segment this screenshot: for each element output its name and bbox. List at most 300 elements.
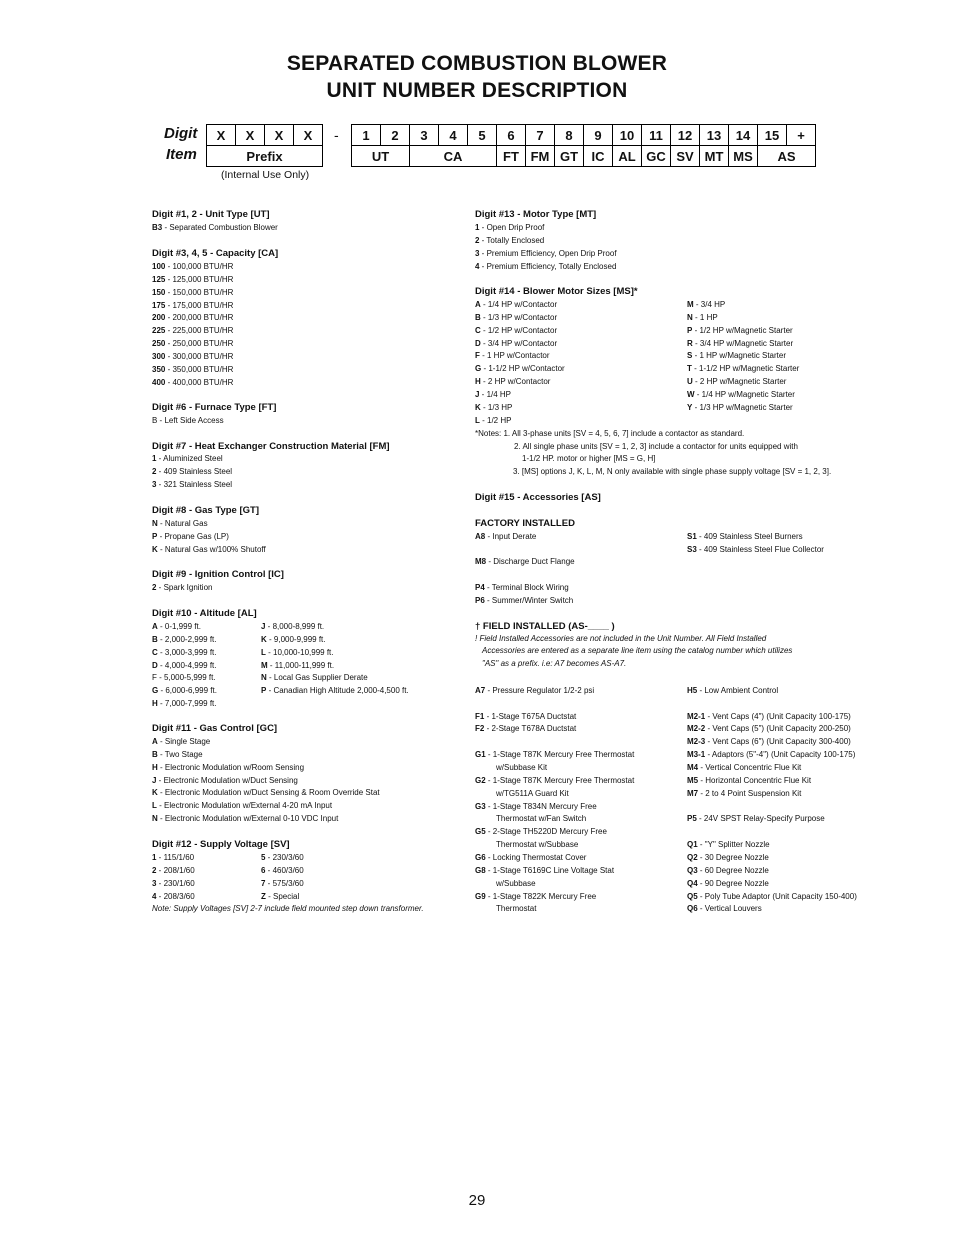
description: w/Subbase Kit [496, 763, 548, 772]
description: - Pressure Regulator 1/2-2 psi [485, 686, 595, 695]
code: 1 [152, 853, 157, 862]
supply-voltage-option [261, 879, 304, 889]
code: A [152, 737, 158, 746]
code: 4 [475, 261, 480, 271]
code: 6 [261, 865, 266, 875]
code: 2 [152, 583, 157, 592]
code: G5 [475, 827, 486, 836]
description: - Vent Caps (6") (Unit Capacity 300-400) [705, 737, 851, 746]
field-accessory [687, 737, 851, 747]
factory-accessory [475, 532, 536, 542]
description: - 1/4 HP [479, 389, 512, 399]
supply-voltage-option [261, 866, 304, 876]
description: - Two Stage [157, 749, 203, 759]
blower-motor-option [687, 351, 786, 361]
accessories-header: Digit #15 - Accessories [AS] [475, 492, 601, 503]
field-accessory [475, 712, 576, 722]
description: - 1 HP w/Magnetic Starter [692, 351, 787, 361]
code: H [152, 699, 158, 709]
description: - Poly Tube Adaptor (Unit Capacity 150-400) [697, 892, 857, 901]
code: 2 [152, 466, 157, 476]
code: S3 [687, 544, 697, 554]
description: - 2 HP w/Contactor [480, 377, 551, 387]
description: - 1-1/2 HP w/Contactor [481, 364, 565, 374]
digit-cell-15: 15 [757, 124, 787, 145]
description: - 350,000 BTU/HR [165, 364, 234, 374]
ignition-control-option [152, 583, 212, 593]
altitude-option [261, 661, 334, 671]
gas-type-option [152, 545, 266, 555]
description: - 1-Stage T834N Mercury Free [485, 802, 597, 811]
heat-exchanger-option [152, 467, 232, 477]
field-accessory [475, 892, 596, 902]
description: - 6,000-6,999 ft. [158, 686, 217, 696]
blower-motor-header: Digit #14 - Blower Motor Sizes [MS]* [475, 286, 638, 297]
field-accessory [687, 789, 801, 799]
digit-label: Digit [164, 125, 198, 142]
field-accessory [496, 814, 586, 824]
description: - 200,000 BTU/HR [165, 313, 234, 323]
description: - 1/2 HP w/Contactor [480, 325, 558, 335]
code: P [261, 686, 267, 696]
description: Thermostat w/Subbase [496, 840, 579, 849]
digit-cell-10: 10 [612, 124, 642, 145]
description: - Spark Ignition [156, 583, 213, 592]
field-accessory [496, 789, 569, 799]
field-accessory [687, 724, 851, 734]
prefix-digit-cell: X [293, 124, 323, 145]
supply-voltage-header: Digit #12 - Supply Voltage [SV] [152, 839, 290, 850]
code: G6 [475, 853, 486, 862]
digit-cell-14: 14 [728, 124, 758, 145]
field-accessory [687, 853, 769, 863]
altitude-header: Digit #10 - Altitude [AL] [152, 608, 257, 619]
description: - 9,000-9,999 ft. [266, 634, 326, 644]
altitude-option [152, 673, 216, 683]
page-title-line2: UNIT NUMBER DESCRIPTION [326, 79, 628, 102]
digit-cell-16: + [786, 124, 816, 145]
code: J [475, 389, 480, 399]
supply-voltage-option [152, 853, 194, 863]
factory-accessory [475, 557, 575, 567]
description: - 400,000 BTU/HR [165, 377, 234, 387]
blower-motor-option [687, 403, 793, 413]
description: - Terminal Block Wiring [484, 583, 569, 592]
unit-type-header: Digit #1, 2 - Unit Type [UT] [152, 209, 270, 220]
field-accessory [496, 879, 536, 889]
code: L [152, 801, 157, 811]
field-accessory [496, 763, 547, 773]
description: - Vertical Concentric Flue Kit [698, 763, 802, 772]
description: - 230/1/60 [156, 878, 195, 888]
gas-control-option [152, 788, 380, 798]
field-installed-header: † FIELD INSTALLED (AS-____ ) [475, 621, 615, 632]
item-cell-ic: IC [583, 145, 613, 167]
description: - 150,000 BTU/HR [165, 287, 234, 297]
description: - Vent Caps (4") (Unit Capacity 100-175) [705, 712, 851, 721]
digit-cell-5: 5 [467, 124, 497, 145]
digit-cell-8: 8 [554, 124, 584, 145]
field-accessory [687, 814, 825, 824]
blower-motor-option [687, 300, 725, 310]
description: - 60 Degree Nozzle [697, 866, 769, 875]
description: - Premium Efficiency, Open Drip Proof [479, 248, 617, 258]
description: - Premium Efficiency, Totally Enclosed [479, 261, 617, 271]
item-cell-gt: GT [554, 145, 584, 167]
altitude-option [152, 686, 217, 696]
digit-cell-1: 1 [351, 124, 381, 145]
item-cell-ca: CA [409, 145, 497, 167]
field-installed-note: ! Field Installed Accessories are not included in the Unit Number. All Field Installed [475, 634, 767, 643]
description: Thermostat w/Fan Switch [496, 814, 587, 823]
item-cell-mt: MT [699, 145, 729, 167]
code: A [152, 622, 158, 631]
description: - 1/4 HP w/Contactor [480, 300, 558, 309]
description: - 30 Degree Nozzle [697, 853, 769, 862]
description: - 3/4 HP w/Magnetic Starter [692, 338, 794, 348]
description: - Natural Gas [157, 519, 208, 528]
code: L [261, 647, 266, 657]
code: 250 [152, 339, 166, 349]
altitude-option [152, 622, 201, 632]
description: - Local Gas Supplier Derate [266, 673, 368, 683]
description: - 300,000 BTU/HR [165, 351, 234, 361]
altitude-option [261, 622, 324, 632]
blower-motor-option [475, 364, 565, 374]
description: - 250,000 BTU/HR [165, 339, 234, 349]
code: Q3 [687, 866, 698, 875]
blower-motor-option [475, 351, 550, 361]
field-accessory [475, 686, 594, 696]
motor-type-header: Digit #13 - Motor Type [MT] [475, 209, 597, 220]
code: Q1 [687, 840, 698, 849]
item-cell-as: AS [757, 145, 816, 167]
field-accessory [475, 750, 634, 760]
code: A7 [475, 686, 486, 695]
code: M7 [687, 789, 699, 798]
blower-motor-option [687, 313, 718, 323]
code: J [152, 775, 157, 785]
blower-motor-option [687, 339, 793, 349]
code: C [475, 325, 481, 335]
field-accessory [687, 686, 778, 696]
description: - 2-Stage T678A Ductstat [484, 724, 577, 733]
description: - 1-1/2 HP w/Magnetic Starter [691, 364, 800, 374]
field-accessory [687, 763, 801, 773]
blower-motor-option [475, 313, 557, 323]
description: - Input Derate [485, 532, 537, 541]
field-accessory [496, 840, 578, 850]
description: - 7,000-7,999 ft. [157, 699, 217, 709]
description: - 1-Stage T822K Mercury Free [485, 892, 597, 901]
factory-installed-header: FACTORY INSTALLED [475, 518, 575, 529]
gas-type-option [152, 532, 229, 542]
description: - 90 Degree Nozzle [697, 879, 769, 888]
description: - Summer/Winter Switch [484, 596, 574, 605]
description: - Vertical Louvers [697, 904, 762, 913]
description: - 460/3/60 [265, 865, 304, 875]
item-cell-gc: GC [641, 145, 671, 167]
code: 4 [152, 891, 157, 901]
supply-voltage-option [152, 892, 195, 902]
factory-accessory [687, 532, 803, 542]
description: - Canadian High Altitude 2,000-4,500 ft. [266, 686, 409, 696]
description: - 1/3 HP w/Contactor [480, 312, 558, 322]
description: - 1/2 HP w/Magnetic Starter [692, 325, 793, 335]
blower-motor-option [687, 364, 799, 374]
gas-type-header: Digit #8 - Gas Type [GT] [152, 505, 259, 516]
description: - Discharge Duct Flange [486, 557, 575, 566]
furnace-type-option [152, 416, 224, 426]
field-accessory [687, 879, 769, 889]
field-accessory [687, 750, 855, 760]
digit-cell-13: 13 [699, 124, 729, 145]
description: - 1-Stage T675A Ductstat [484, 712, 577, 721]
code: G8 [475, 866, 486, 875]
description: - Natural Gas w/100% Shutoff [157, 544, 266, 554]
code: G [475, 364, 482, 374]
code: M8 [475, 557, 487, 566]
code: N [687, 312, 693, 322]
motor-type-option [475, 223, 544, 233]
description: - 1-Stage T6169C Line Voltage Stat [485, 866, 615, 875]
field-accessory [687, 776, 811, 786]
description: - 2 HP w/Magnetic Starter [692, 377, 787, 387]
blower-motor-option [475, 377, 550, 387]
altitude-option [261, 686, 409, 696]
field-installed-note: Accessories are entered as a separate line item using the catalog number which utilizes [482, 646, 793, 655]
code: M2-3 [687, 737, 706, 746]
description: - 225,000 BTU/HR [165, 326, 234, 336]
code: 150 [152, 287, 166, 297]
heat-exchanger-option [152, 454, 223, 464]
digit-dash: - [334, 127, 339, 143]
code: T [687, 364, 692, 374]
description: - Locking Thermostat Cover [485, 853, 587, 862]
description: - 1-Stage T87K Mercury Free Thermostat [485, 750, 635, 759]
factory-accessory [687, 545, 824, 555]
description: - 208/1/60 [156, 865, 195, 875]
item-cell-fm: FM [525, 145, 555, 167]
code: P6 [475, 596, 485, 605]
code: B [475, 312, 481, 322]
capacity-option [152, 288, 233, 298]
heat-exchanger-option [152, 480, 232, 490]
description: - 8,000-8,999 ft. [265, 622, 325, 631]
code: W [687, 389, 695, 399]
description: - 409 Stainless Steel [156, 466, 233, 476]
description: - 409 Stainless Steel Burners [696, 532, 803, 541]
description: - Electronic Modulation w/Duct Sensing [156, 775, 298, 785]
item-cell-ft: FT [496, 145, 526, 167]
description: - 3/4 HP [693, 300, 726, 309]
description: - 1-Stage T87K Mercury Free Thermostat [485, 776, 635, 785]
description: - 4,000-4,999 ft. [157, 660, 217, 670]
gas-type-option [152, 519, 208, 529]
description: - Horizontal Concentric Flue Kit [698, 776, 812, 785]
supply-voltage-option [152, 866, 195, 876]
description: - 175,000 BTU/HR [165, 300, 234, 310]
code: K [475, 402, 481, 412]
description: - 321 Stainless Steel [156, 479, 233, 489]
description: - 208/3/60 [156, 891, 195, 901]
altitude-option [261, 648, 334, 658]
blower-motor-option [687, 326, 793, 336]
code: N [261, 673, 267, 683]
code: B3 [152, 223, 163, 232]
altitude-option [152, 648, 216, 658]
page-title-line1: SEPARATED COMBUSTION BLOWER [286, 52, 668, 75]
code: A [475, 300, 481, 309]
blower-motor-option [475, 339, 557, 349]
item-cell-sv: SV [670, 145, 700, 167]
code: Q6 [687, 904, 698, 913]
code: Q2 [687, 853, 698, 862]
code: 300 [152, 351, 166, 361]
code: 3 [152, 479, 157, 489]
item-cell-ms: MS [728, 145, 758, 167]
digit-cell-3: 3 [409, 124, 439, 145]
gas-control-header: Digit #11 - Gas Control [GC] [152, 723, 278, 734]
field-accessory [687, 892, 857, 902]
description: - Low Ambient Control [697, 686, 779, 695]
altitude-option [152, 635, 216, 645]
motor-type-option [475, 236, 544, 246]
prefix-digit-cell: X [206, 124, 236, 145]
field-accessory [475, 776, 634, 786]
prefix-digit-cell: X [235, 124, 265, 145]
code: 100 [152, 262, 166, 271]
code: M2-2 [687, 724, 706, 733]
description: - Single Stage [157, 737, 211, 746]
capacity-option [152, 339, 233, 349]
code: 1 [152, 454, 157, 463]
blower-motor-note: 2. All single phase units [SV = 1, 2, 3] include a contactor for units equipped with [514, 442, 798, 451]
description: - 24V SPST Relay-Specify Purpose [696, 814, 825, 823]
capacity-option [152, 313, 233, 323]
altitude-option [152, 699, 216, 709]
code: M5 [687, 776, 699, 785]
description: - Propane Gas (LP) [157, 531, 229, 541]
code: 225 [152, 326, 166, 336]
furnace-type-header: Digit #6 - Furnace Type [FT] [152, 402, 277, 413]
code: U [687, 377, 693, 387]
code: 7 [261, 878, 266, 888]
description: - 1/4 HP w/Magnetic Starter [694, 389, 795, 399]
code: M [687, 300, 694, 309]
description: - 2 to 4 Point Suspension Kit [698, 789, 802, 798]
code: F [475, 351, 480, 361]
description: - 100,000 BTU/HR [165, 262, 234, 271]
capacity-option [152, 262, 233, 272]
code: A8 [475, 532, 486, 541]
code: 350 [152, 364, 166, 374]
description: - Special [265, 891, 300, 901]
field-accessory [475, 724, 576, 734]
altitude-option [261, 673, 368, 683]
page-number: 29 [468, 1192, 486, 1209]
description: - Electronic Modulation w/Room Sensing [157, 762, 305, 772]
field-accessory [687, 840, 770, 850]
code: S1 [687, 532, 697, 541]
field-accessory [687, 712, 851, 722]
blower-motor-note: 3. [MS] options J, K, L, M, N only available with single phase supply voltage [SV = 1, 2, 3]. [513, 467, 832, 476]
blower-motor-option [475, 300, 557, 310]
description: - 11,000-11,999 ft. [267, 660, 335, 670]
description: w/TG511A Guard Kit [496, 789, 569, 798]
code: Z [261, 891, 266, 901]
description: - 10,000-10,999 ft. [265, 647, 334, 657]
gas-control-option [152, 763, 304, 773]
code: 175 [152, 300, 166, 310]
code: K [152, 544, 158, 554]
description: - 230/3/60 [265, 853, 304, 862]
code: 2 [475, 235, 480, 245]
code: M4 [687, 763, 699, 772]
code: 5 [261, 853, 266, 862]
capacity-option [152, 378, 233, 388]
supply-voltage-option [261, 892, 299, 902]
code: G9 [475, 892, 486, 901]
description: - Separated Combustion Blower [162, 223, 278, 232]
field-installed-note: "AS" as a prefix. i.e: A7 becomes AS-A7. [482, 659, 627, 668]
code: G [152, 686, 159, 696]
code: 3 [475, 248, 480, 258]
code: Q5 [687, 892, 698, 901]
motor-type-option [475, 249, 617, 259]
code: C [152, 647, 158, 657]
description: - 1 HP w/Contactor [479, 351, 550, 361]
blower-motor-option [475, 326, 557, 336]
prefix-item-cell: Prefix [206, 145, 323, 167]
field-accessory [475, 827, 607, 837]
description: - Electronic Modulation w/External 4-20 mA Input [156, 801, 333, 811]
field-accessory [496, 904, 536, 914]
code: Y [687, 402, 693, 412]
item-label: Item [166, 146, 197, 163]
description: w/Subbase [496, 879, 536, 888]
code: N [152, 519, 158, 528]
altitude-option [261, 635, 325, 645]
code: S [687, 351, 693, 361]
code: Q4 [687, 879, 698, 888]
capacity-option [152, 301, 233, 311]
gas-control-option [152, 801, 332, 811]
digit-cell-6: 6 [496, 124, 526, 145]
item-cell-al: AL [612, 145, 642, 167]
code: G1 [475, 750, 486, 759]
code: P [687, 325, 693, 335]
code: P [152, 531, 158, 541]
code: F1 [475, 712, 485, 721]
code: G2 [475, 776, 486, 785]
code: K [261, 634, 267, 644]
prefix-digit-cell: X [264, 124, 294, 145]
digit-cell-12: 12 [670, 124, 700, 145]
code: G3 [475, 802, 486, 811]
code: M [261, 660, 268, 670]
altitude-option [152, 661, 216, 671]
supply-voltage-note: Note: Supply Voltages [SV] 2-7 include field mounted step down transformer. [152, 904, 424, 913]
code: M2-1 [687, 712, 706, 721]
code: 2 [152, 865, 157, 875]
code: D [152, 660, 158, 670]
code: N [152, 814, 158, 824]
code: R [687, 338, 693, 348]
code: H5 [687, 686, 698, 695]
code: 200 [152, 313, 166, 323]
internal-use-note: (Internal Use Only) [221, 169, 310, 181]
